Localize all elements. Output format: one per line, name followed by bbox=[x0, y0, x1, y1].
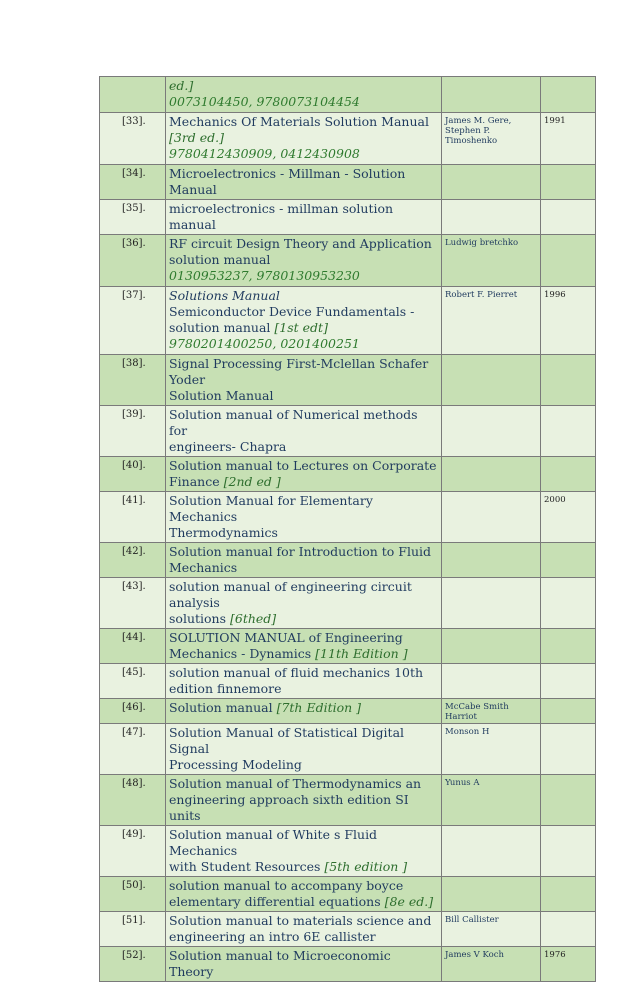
book-title-cell bbox=[166, 664, 442, 699]
book-title-line: Solution manual to Microeconomic Theory bbox=[169, 948, 391, 979]
row-number: [47]. bbox=[100, 724, 166, 775]
isbn-line: 9780412430909, 0412430908 bbox=[169, 146, 360, 161]
row-number: [44]. bbox=[100, 629, 166, 664]
author-cell bbox=[442, 165, 541, 200]
book-title-italic: Solutions Manual bbox=[169, 288, 280, 303]
author-cell bbox=[442, 664, 541, 699]
year-cell: 1976 bbox=[541, 947, 596, 982]
book-title-line: microelectronics - millman solution manual bbox=[169, 201, 394, 232]
book-title-cell bbox=[166, 355, 442, 406]
row-number: [34]. bbox=[100, 165, 166, 200]
edition-label: [5th edition ] bbox=[324, 859, 408, 874]
book-title-line: Solution Manual for Elementary Mechanics bbox=[169, 493, 373, 524]
book-title-line: Mechanics Of Materials Solution Manual [3rd ed.] bbox=[169, 114, 429, 145]
book-title-cell bbox=[166, 406, 442, 457]
author-cell: Monson H bbox=[442, 724, 541, 775]
book-title-line: edition finnemore bbox=[169, 681, 282, 696]
year-cell bbox=[541, 578, 596, 629]
table-row bbox=[100, 724, 596, 775]
book-title-cell bbox=[166, 543, 442, 578]
book-title-line: solution manual of engineering circuit analysis bbox=[169, 579, 412, 610]
row-number: [33]. bbox=[100, 113, 166, 165]
isbn-line: 0130953237, 9780130953230 bbox=[169, 268, 360, 283]
row-number: [36]. bbox=[100, 235, 166, 287]
book-title-cell bbox=[166, 629, 442, 664]
edition-label: [2nd ed ] bbox=[223, 474, 281, 489]
edition-label: [8e ed.] bbox=[384, 894, 434, 909]
book-title-line: elementary differential equations [8e ed.] bbox=[169, 894, 434, 909]
edition-label: [3rd ed.] bbox=[169, 130, 225, 145]
book-title-line: RF circuit Design Theory and Application bbox=[169, 236, 432, 251]
book-title-line: engineering an intro 6E callister bbox=[169, 929, 376, 944]
year-cell bbox=[541, 775, 596, 826]
book-title-line: with Student Resources [5th edition ] bbox=[169, 859, 408, 874]
table-row bbox=[100, 543, 596, 578]
table-row bbox=[100, 877, 596, 912]
book-title-line: Semiconductor Device Fundamentals - bbox=[169, 304, 415, 319]
book-title-cell bbox=[166, 775, 442, 826]
table-row bbox=[100, 699, 596, 724]
table-row bbox=[100, 165, 596, 200]
table-row bbox=[100, 629, 596, 664]
year-cell bbox=[541, 912, 596, 947]
book-title-line: Mechanics - Dynamics [11th Edition ] bbox=[169, 646, 408, 661]
book-title-cell bbox=[166, 699, 442, 724]
book-title-line: Solution manual for Introduction to Fluid bbox=[169, 544, 432, 559]
book-title-cell bbox=[166, 724, 442, 775]
book-title-line: Solution manual to Lectures on Corporate bbox=[169, 458, 437, 473]
year-cell bbox=[541, 200, 596, 235]
table-row bbox=[100, 406, 596, 457]
table-row bbox=[100, 826, 596, 877]
isbn-line: 0073104450, 9780073104454 bbox=[169, 94, 360, 109]
row-number: [45]. bbox=[100, 664, 166, 699]
author-cell bbox=[442, 877, 541, 912]
row-number: [37]. bbox=[100, 287, 166, 355]
author-cell bbox=[442, 200, 541, 235]
book-title-cell bbox=[166, 877, 442, 912]
book-title-cell bbox=[166, 113, 442, 165]
author-cell bbox=[442, 406, 541, 457]
row-number: [48]. bbox=[100, 775, 166, 826]
year-cell bbox=[541, 877, 596, 912]
year-cell bbox=[541, 235, 596, 287]
book-title-cell bbox=[166, 578, 442, 629]
row-number: [50]. bbox=[100, 877, 166, 912]
author-cell: Yunus A bbox=[442, 775, 541, 826]
table-row bbox=[100, 664, 596, 699]
book-title-line: Processing Modeling bbox=[169, 757, 302, 772]
book-title-line: Signal Processing First-Mclellan Schafer Yoder bbox=[169, 356, 429, 387]
book-title-line: solution manual of fluid mechanics 10th bbox=[169, 665, 424, 680]
year-cell bbox=[541, 724, 596, 775]
book-title-line: Solution manual [7th Edition ] bbox=[169, 700, 362, 715]
book-title-line: Mechanics bbox=[169, 560, 238, 575]
row-number: [42]. bbox=[100, 543, 166, 578]
author-cell bbox=[442, 629, 541, 664]
book-title-line: Thermodynamics bbox=[169, 525, 278, 540]
author-cell: Robert F. Pierret bbox=[442, 287, 541, 355]
table-row bbox=[100, 77, 596, 113]
year-cell bbox=[541, 664, 596, 699]
book-title-cell bbox=[166, 165, 442, 200]
table-row bbox=[100, 113, 596, 165]
author-cell: Ludwig bretchko bbox=[442, 235, 541, 287]
row-number bbox=[100, 77, 166, 113]
row-number: [49]. bbox=[100, 826, 166, 877]
book-title-cell bbox=[166, 457, 442, 492]
row-number: [43]. bbox=[100, 578, 166, 629]
year-cell bbox=[541, 629, 596, 664]
book-title-line: solutions [6thed] bbox=[169, 611, 277, 626]
author-cell bbox=[442, 492, 541, 543]
table-row bbox=[100, 775, 596, 826]
book-title-cell bbox=[166, 826, 442, 877]
edition-label: [11th Edition ] bbox=[315, 646, 408, 661]
year-cell bbox=[541, 355, 596, 406]
edition-label: [6thed] bbox=[230, 611, 277, 626]
book-title-line: Solution Manual of Statistical Digital Signal bbox=[169, 725, 405, 756]
table-row bbox=[100, 947, 596, 982]
table-row bbox=[100, 287, 596, 355]
book-title-line: engineering approach sixth edition SI units bbox=[169, 792, 409, 823]
book-title-line: engineers- Chapra bbox=[169, 439, 287, 454]
year-cell: 2000 bbox=[541, 492, 596, 543]
book-title-line: Solution manual of Numerical methods for bbox=[169, 407, 418, 438]
book-title-line: Solution manual of Thermodynamics an bbox=[169, 776, 422, 791]
author-cell bbox=[442, 355, 541, 406]
edition-label: ed.] bbox=[169, 78, 194, 93]
book-title-cell bbox=[166, 492, 442, 543]
book-title-cell bbox=[166, 287, 442, 355]
books-table-body bbox=[100, 77, 596, 982]
row-number: [52]. bbox=[100, 947, 166, 982]
author-cell bbox=[442, 457, 541, 492]
author-cell bbox=[442, 578, 541, 629]
book-title-cell bbox=[166, 77, 442, 113]
row-number: [38]. bbox=[100, 355, 166, 406]
book-title-cell bbox=[166, 912, 442, 947]
author-cell bbox=[442, 543, 541, 578]
table-row bbox=[100, 200, 596, 235]
year-cell: 1991 bbox=[541, 113, 596, 165]
row-number: [39]. bbox=[100, 406, 166, 457]
book-title-cell bbox=[166, 947, 442, 982]
edition-label: [1st edt] bbox=[274, 320, 328, 335]
year-cell bbox=[541, 77, 596, 113]
book-title-cell bbox=[166, 235, 442, 287]
author-cell: James M. Gere, Stephen P. Timoshenko bbox=[442, 113, 541, 165]
year-cell: 1996 bbox=[541, 287, 596, 355]
row-number: [51]. bbox=[100, 912, 166, 947]
book-title-line: Solution Manual bbox=[169, 388, 274, 403]
books-table bbox=[99, 76, 596, 982]
table-row bbox=[100, 457, 596, 492]
author-cell: McCabe Smith Harriot bbox=[442, 699, 541, 724]
row-number: [41]. bbox=[100, 492, 166, 543]
row-number: [40]. bbox=[100, 457, 166, 492]
book-title-line: solution manual [1st edt] bbox=[169, 320, 328, 335]
book-title-line: solution manual bbox=[169, 252, 271, 267]
book-title-line: Solution manual of White s Fluid Mechanics bbox=[169, 827, 378, 858]
author-cell: James V Koch bbox=[442, 947, 541, 982]
edition-label: [7th Edition ] bbox=[276, 700, 362, 715]
author-cell: Bill Callister bbox=[442, 912, 541, 947]
table-row bbox=[100, 492, 596, 543]
author-cell bbox=[442, 826, 541, 877]
year-cell bbox=[541, 699, 596, 724]
year-cell bbox=[541, 406, 596, 457]
row-number: [35]. bbox=[100, 200, 166, 235]
table-row bbox=[100, 578, 596, 629]
table-row bbox=[100, 355, 596, 406]
year-cell bbox=[541, 457, 596, 492]
year-cell bbox=[541, 543, 596, 578]
book-title-cell bbox=[166, 200, 442, 235]
book-title-line: SOLUTION MANUAL of Engineering bbox=[169, 630, 403, 645]
book-title-line: Finance [2nd ed ] bbox=[169, 474, 281, 489]
row-number: [46]. bbox=[100, 699, 166, 724]
author-cell bbox=[442, 77, 541, 113]
table-row bbox=[100, 912, 596, 947]
isbn-line: 9780201400250, 0201400251 bbox=[169, 336, 360, 351]
year-cell bbox=[541, 826, 596, 877]
table-row bbox=[100, 235, 596, 287]
year-cell bbox=[541, 165, 596, 200]
book-title-line: Solution manual to materials science and bbox=[169, 913, 432, 928]
book-title-line: solution manual to accompany boyce bbox=[169, 878, 404, 893]
book-title-line: Microelectronics - Millman - Solution Manual bbox=[169, 166, 406, 197]
